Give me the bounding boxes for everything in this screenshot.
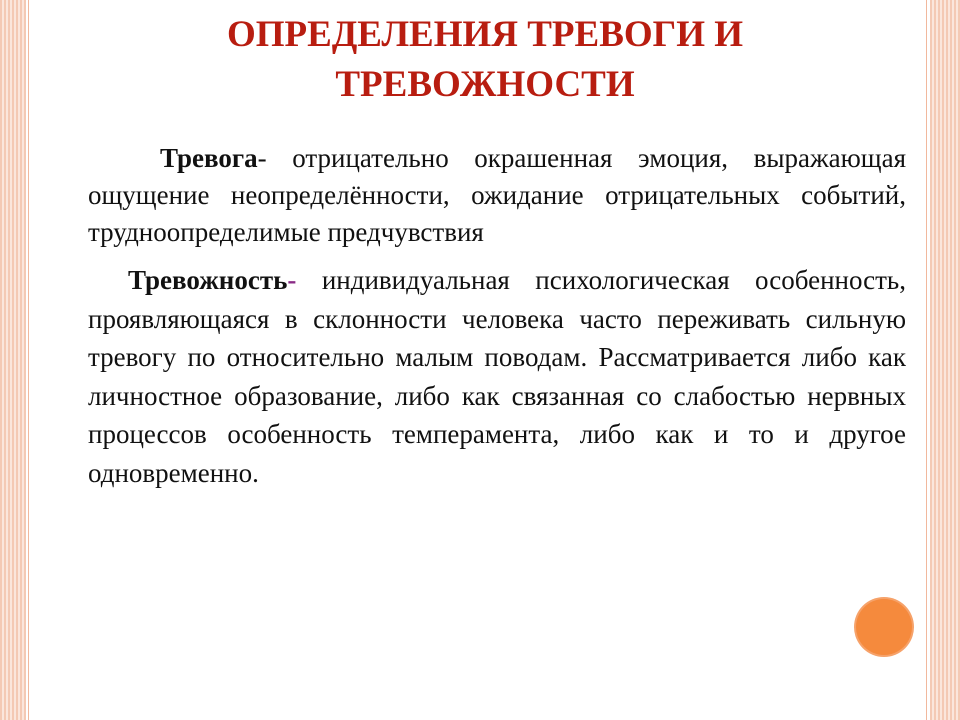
slide-body [88, 140, 906, 492]
term-anxiousness: Тревожность [128, 265, 288, 295]
slide-title [60, 10, 910, 110]
slide-title-line-1: ОПРЕДЕЛЕНИЯ ТРЕВОГИ И [226, 14, 744, 55]
term-anxiety-dash: - [257, 143, 267, 173]
definition-anxiousness-text: индивидуальная психологическая особенность, проявляющаяся в склонности человека часто переживать сильную тревогу по относительно малым поводам. Рассматривается либо как личностное образование, либо как связанная со слабостью нервных процессов особенность темперамента, либо как и то и другое одновременно. [88, 265, 906, 488]
decorative-orange-circle [856, 599, 912, 655]
term-anxiety: Тревога [160, 143, 258, 173]
left-border-line [28, 0, 29, 720]
right-border-line [926, 0, 927, 720]
left-border-stripe [0, 0, 26, 720]
definition-anxiousness [88, 261, 906, 492]
definition-anxiety-text: отрицательно окрашенная эмоция, выражающая ощущение неопределённости, ожидание отрицательных событий, трудноопределимые предчувствия [88, 143, 906, 247]
slide-title-line-2: ТРЕВОЖНОСТИ [335, 64, 635, 105]
right-border-stripe [930, 0, 960, 720]
definition-anxiety [88, 140, 906, 251]
term-anxiousness-dash: - [287, 265, 297, 295]
